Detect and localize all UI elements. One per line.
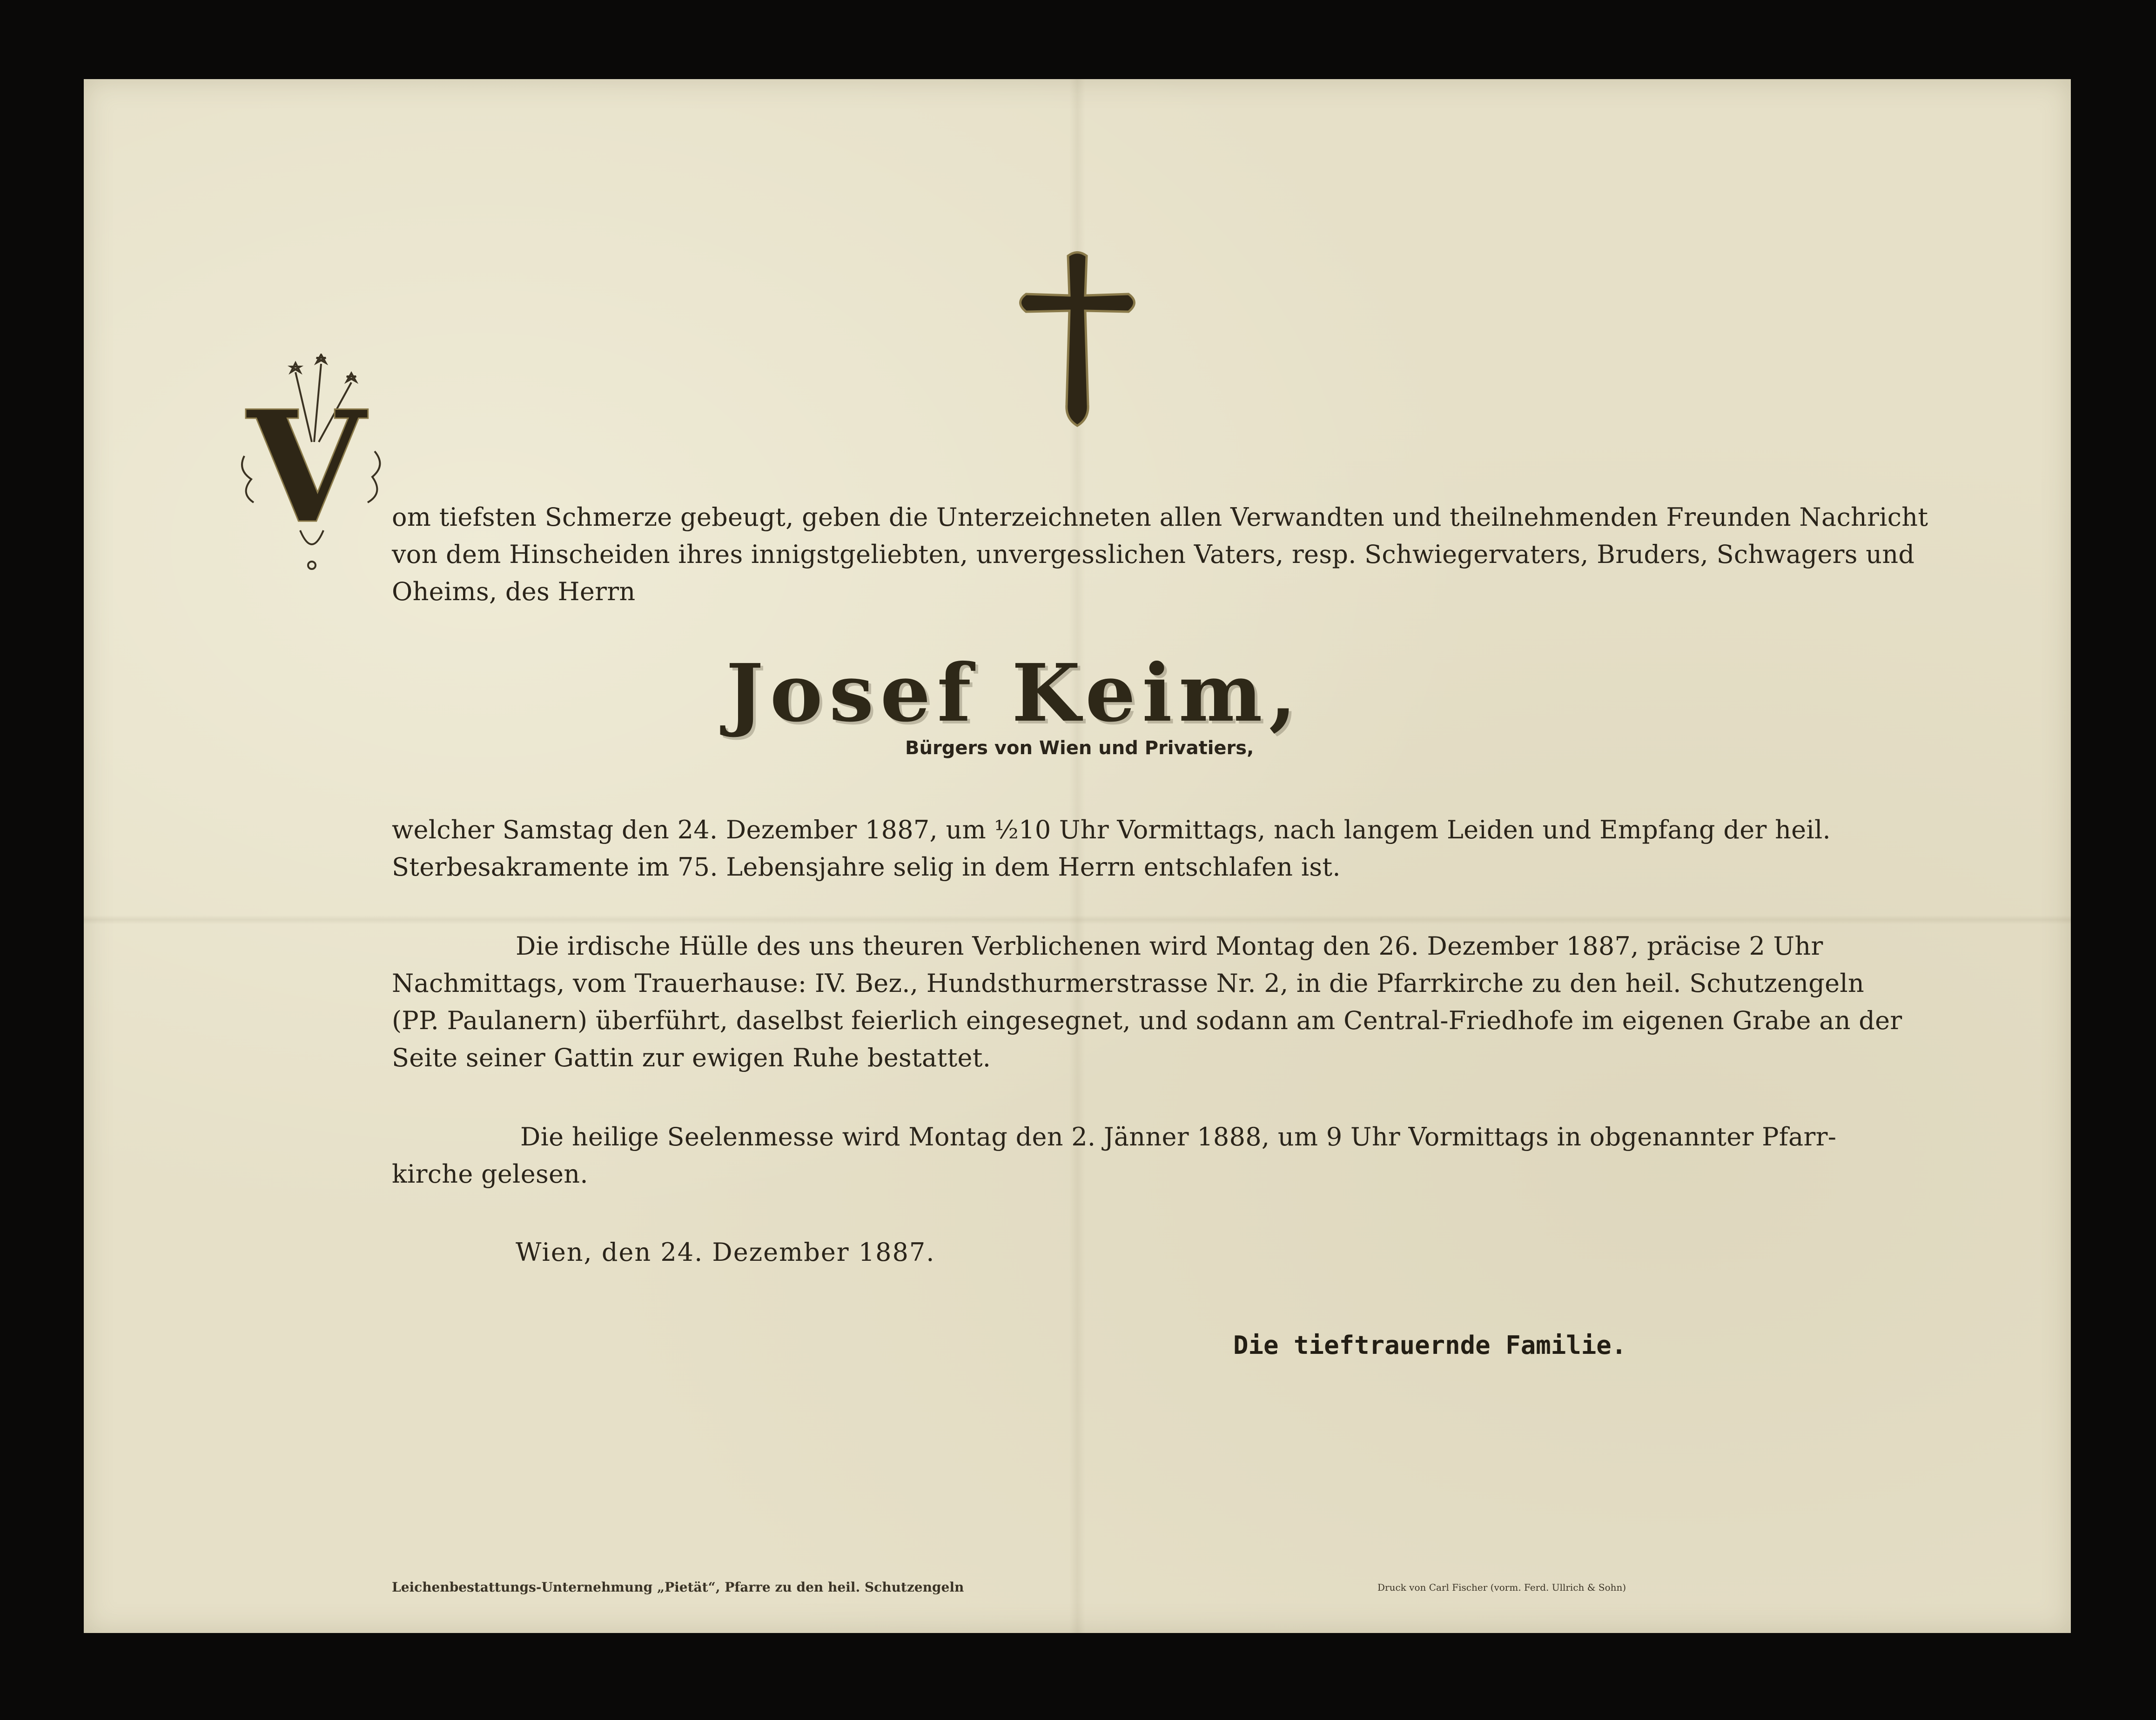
mass-line-2: kirche gelesen. — [392, 1159, 588, 1189]
footer-undertaker: Leichenbestattungs-Unternehmung „Pietät“, Pfarre zu den heil. Schutzengeln — [392, 1579, 964, 1595]
place-date: Wien, den 24. Dezember 1887. — [516, 1238, 935, 1267]
intro-line-2: von dem Hinscheiden ihres innigstgeliebten, unvergesslichen Vaters, resp. Schwiegervaters, Bruders, Schwagers und — [392, 540, 1915, 569]
mass-line-1: Die heilige Seelenmesse wird Montag den 2. Jänner 1888, um 9 Uhr Vormittags in obgenannter Pfarr- — [520, 1122, 1837, 1151]
deceased-name: Josef Keim, — [726, 647, 1303, 740]
funeral-line-1: Die irdische Hülle des uns theuren Verblichenen wird Montag den 26. Dezember 1887, präcise 2 Uhr — [516, 931, 1823, 961]
deceased-title: Bürgers von Wien und Privatiers, — [905, 737, 1254, 759]
intro-line-1: om tiefsten Schmerze gebeugt, geben die Unterzeichneten allen Verwandten und theilnehmenden Freunden Nachricht — [392, 502, 1928, 532]
death-line-2: Sterbesakramente im 75. Lebensjahre selig in dem Herrn entschlafen ist. — [392, 852, 1341, 882]
monogram-ornament — [235, 354, 389, 572]
cross-icon — [1014, 251, 1140, 428]
monogram-letter: V — [247, 377, 366, 557]
death-line-1: welcher Samstag den 24. Dezember 1887, um ½10 Uhr Vormittags, nach langem Leiden und Empfang der heil. — [392, 815, 1831, 844]
funeral-line-4: Seite seiner Gattin zur ewigen Ruhe bestattet. — [392, 1043, 991, 1072]
signature: Die tieftrauernde Familie. — [1233, 1331, 1627, 1360]
funeral-line-2: Nachmittags, vom Trauerhause: IV. Bez., Hundsthurmerstrasse Nr. 2, in die Pfarrkirche zu den heil. Schutzengeln — [392, 969, 1865, 998]
intro-line-3: Oheims, des Herrn — [392, 577, 636, 606]
footer-printer: Druck von Carl Fischer (vorm. Ferd. Ullrich & Sohn) — [1377, 1582, 1626, 1593]
funeral-line-3: (PP. Paulanern) überführt, daselbst feierlich eingesegnet, und sodann am Central-Friedhofe im eigenen Grabe an der — [392, 1006, 1902, 1035]
